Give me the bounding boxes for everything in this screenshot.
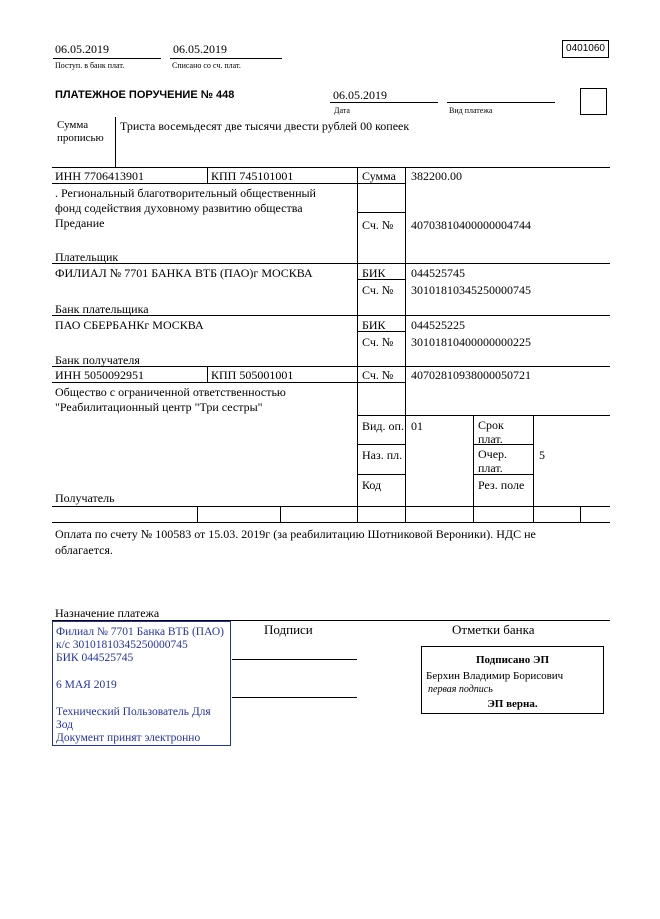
received-label: Поступ. в банк плат. — [55, 61, 125, 70]
divider — [447, 102, 555, 103]
received-date: 06.05.2019 — [55, 42, 109, 56]
stamp-note: Документ принят электронно — [56, 732, 201, 744]
divider — [330, 102, 438, 103]
divider — [357, 474, 405, 475]
divider — [207, 366, 208, 382]
divider — [207, 167, 208, 183]
signatures-label: Подписи — [264, 622, 313, 637]
payee-bank-bik: 044525225 — [411, 318, 465, 332]
payment-term-label: Срок плат. — [478, 418, 504, 446]
document-date: 06.05.2019 — [333, 88, 387, 102]
sum-label: Сумма — [362, 169, 396, 183]
divider — [170, 58, 282, 59]
status-box — [580, 88, 607, 115]
payee-account-label: Сч. № — [362, 368, 394, 382]
amount-words-label: Сумма прописью — [57, 119, 104, 144]
esign-box — [421, 646, 604, 714]
divider — [53, 58, 161, 59]
code-label: Код — [362, 478, 382, 492]
payer-bank-account: 30101810345250000745 — [411, 283, 531, 297]
esign-title: Подписано ЭП — [475, 654, 550, 666]
payer-account: 40703810400000004744 — [411, 218, 531, 232]
debited-label: Списано со сч. плат. — [172, 61, 241, 70]
payment-purpose-label: Назначение платежа — [55, 606, 160, 620]
payer-bank-name: ФИЛИАЛ № 7701 БАНКА ВТБ (ПАО)г МОСКВА — [55, 266, 313, 280]
divider — [280, 506, 281, 522]
document-date-label: Дата — [334, 106, 350, 115]
divider — [580, 506, 581, 522]
debited-date: 06.05.2019 — [173, 42, 227, 56]
divider — [52, 506, 610, 507]
signature-line — [232, 659, 357, 660]
divider — [52, 167, 610, 168]
divider — [533, 506, 534, 522]
divider — [357, 415, 610, 416]
payer-bank-bik-label: БИК — [362, 266, 386, 280]
payment-type-label: Вид платежа — [449, 106, 493, 115]
payee-bank-bik-label: БИК — [362, 318, 386, 332]
divider — [357, 167, 358, 506]
priority-value: 5 — [539, 448, 545, 462]
divider — [357, 212, 405, 213]
divider — [197, 506, 198, 522]
amount-words: Триста восемьдесят две тысячи двести рублей 00 копеек — [120, 119, 410, 133]
payee-bank-account-label: Сч. № — [362, 335, 394, 349]
stamp-corr-account: к/с 30101810345250000745 — [56, 639, 188, 651]
divider — [52, 522, 610, 523]
payer-inn: ИНН 7706413901 — [55, 169, 144, 183]
purpose-code-label: Наз. пл. — [362, 448, 403, 462]
stamp-user-cont: Зод — [56, 719, 74, 731]
stamp-bank: Филиал № 7701 Банка ВТБ (ПАО) — [56, 626, 224, 638]
priority-label: Очер. плат. — [478, 447, 508, 475]
divider — [473, 415, 474, 506]
divider — [52, 183, 357, 184]
payee-account: 40702810938000050721 — [411, 368, 531, 382]
reserved-field-label: Рез. поле — [478, 478, 525, 492]
payer-bank-bik: 044525745 — [411, 266, 465, 280]
divider — [473, 506, 474, 522]
form-code-box — [562, 40, 609, 58]
divider — [115, 117, 116, 167]
signature-line — [232, 697, 357, 698]
payer-name: . Региональный благотворительный общественный фонд содействия духовному развитию общества Предание — [55, 186, 316, 230]
divider — [357, 382, 405, 383]
payer-bank-account-label: Сч. № — [362, 283, 394, 297]
op-type-label: Вид. оп. — [362, 419, 404, 433]
divider — [52, 382, 357, 383]
payee-name: Общество с ограниченной ответственностью "Реабилитационный центр "Три сестры" — [55, 385, 286, 414]
bank-marks-label: Отметки банка — [452, 622, 535, 637]
divider — [357, 444, 405, 445]
document-title: ПЛАТЕЖНОЕ ПОРУЧЕНИЕ № 448 — [55, 89, 235, 101]
payee-bank-name: ПАО СБЕРБАНКг МОСКВА — [55, 318, 204, 332]
payer-account-label: Сч. № — [362, 218, 394, 232]
payee-inn: ИНН 5050092951 — [55, 368, 144, 382]
divider — [52, 263, 610, 264]
esign-name: Берхин Владимир Борисович — [426, 670, 564, 682]
divider — [405, 506, 406, 522]
sum-value: 382200.00 — [411, 169, 462, 183]
stamp-date: 6 МАЯ 2019 — [56, 679, 117, 691]
payment-purpose: Оплата по счету № 100583 от 15.03. 2019г (за реабилитацию Шотниковой Вероники). НДС не облагается. — [55, 527, 536, 557]
divider — [533, 415, 534, 506]
esign-verified: ЭП верна. — [487, 698, 538, 710]
divider — [405, 167, 406, 506]
esign-role: первая подпись — [428, 684, 493, 695]
payer-kpp: КПП 745101001 — [211, 169, 294, 183]
payer-bank-label: Банк плательщика — [55, 302, 149, 316]
payee-bank-account: 30101810400000000225 — [411, 335, 531, 349]
form-code: 0401060 — [566, 43, 605, 54]
stamp-bik: БИК 044525745 — [56, 652, 134, 664]
bank-stamp — [52, 621, 231, 746]
payee-bank-label: Банк получателя — [55, 353, 140, 367]
op-type-value: 01 — [411, 419, 423, 433]
divider — [357, 506, 358, 522]
stamp-user: Технический Пользователь Для — [56, 706, 211, 718]
payer-label: Плательщик — [55, 250, 119, 264]
payee-label: Получатель — [55, 491, 115, 505]
divider — [357, 183, 405, 184]
payee-kpp: КПП 505001001 — [211, 368, 294, 382]
